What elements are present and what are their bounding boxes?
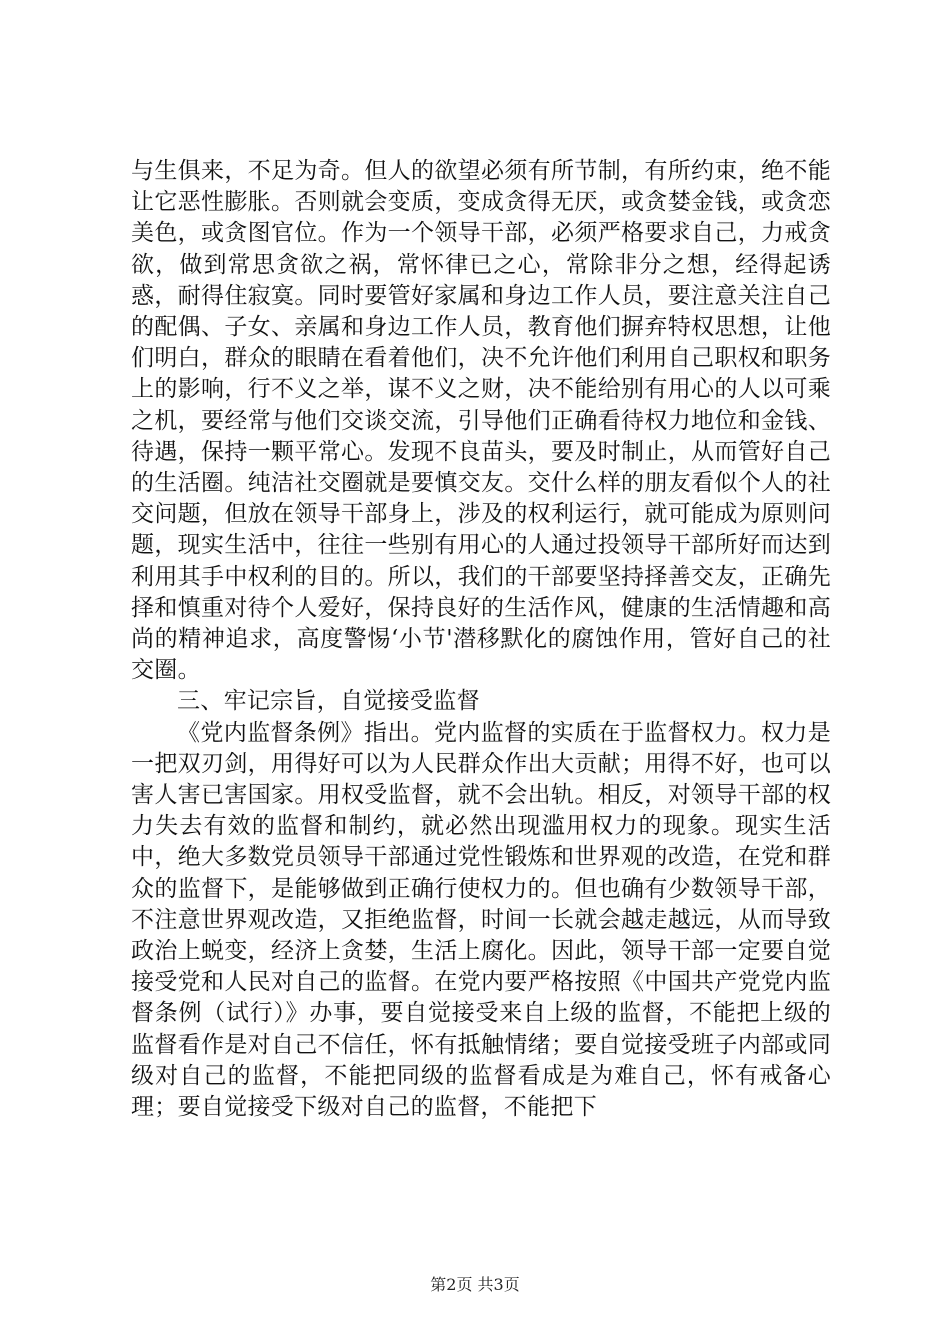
page-footer: 第2页 共3页 bbox=[430, 1275, 520, 1294]
document-body bbox=[131, 156, 831, 1123]
section-heading: 三、牢记宗旨，自觉接受监督 bbox=[177, 688, 480, 715]
paragraph-continuation: 与生俱来，不足为奇。但人的欲望必须有所节制，有所约束，绝不能让它恶性膨胀。否则就会变质，变成贪得无厌，或贪婪金钱，或贪恋美色，或贪图官位。作为一个领导干部，必须严格要求自己，力戒贪欲，做到常思贪欲之祸，常怀律已之心，常除非分之想，经得起诱惑，耐得住寂寞。同时要管好家属和身边工作人员，要注意关注自己的配偶、子女、亲属和身边工作人员，教育他们摒弃特权思想，让他们明白，群众的眼睛在看着他们，决不允许他们利用自己职权和职务上的影响，行不义之举，谋不义之财，决不能给别有用心的人以可乘之机，要经常与他们交谈交流，引导他们正确看待权力地位和金钱、待遇，保持一颗平常心。发现不良苗头，要及时制止，从而管好自己的生活圈。纯洁社交圈就是要慎交友。交什么样的朋友看似个人的社交问题，但放在领导干部身上，涉及的权利运行，就可能成为原则问题，现实生活中，往往一些别有用心的人通过投领导干部所好而达到利用其手中权利的目的。所以，我们的干部要坚持择善交友，正确先择和慎重对待个人爱好，保持良好的生活作风，健康的生活情趣和高尚的精神追求，高度警惕‘小节'潜移默化的腐蚀作用，管好自己的社交圈。 bbox=[131, 158, 831, 684]
paragraph-supervision: 《党内监督条例》指出。党内监督的实质在于监督权力。权力是一把双刃剑，用得好可以为人民群众作出大贡献；用得不好，也可以害人害已害国家。用权受监督，就不会出轨。相反，对领导干部的权力失去有效的监督和制约，就必然出现滥用权力的现象。现实生活中，绝大多数党员领导干部通过党性锻炼和世界观的改造，在党和群众的监督下，是能够做到正确行使权力的。但也确有少数领导干部，不注意世界观改造，又拒绝监督，时间一长就会越走越远，从而导致政治上蜕变，经济上贪婪，生活上腐化。因此，领导干部一定要自觉接受党和人民对自己的监督。在党内要严格按照《中国共产党党内监督条例（试行）》办事，要自觉接受来自上级的监督，不能把上级的监督看作是对自己不信任，怀有抵触情绪；要自觉接受班子内部或同级对自己的监督，不能把同级的监督看成是为难自己，怀有戒备心理；要自觉接受下级对自己的监督，不能把下 bbox=[131, 719, 831, 1121]
